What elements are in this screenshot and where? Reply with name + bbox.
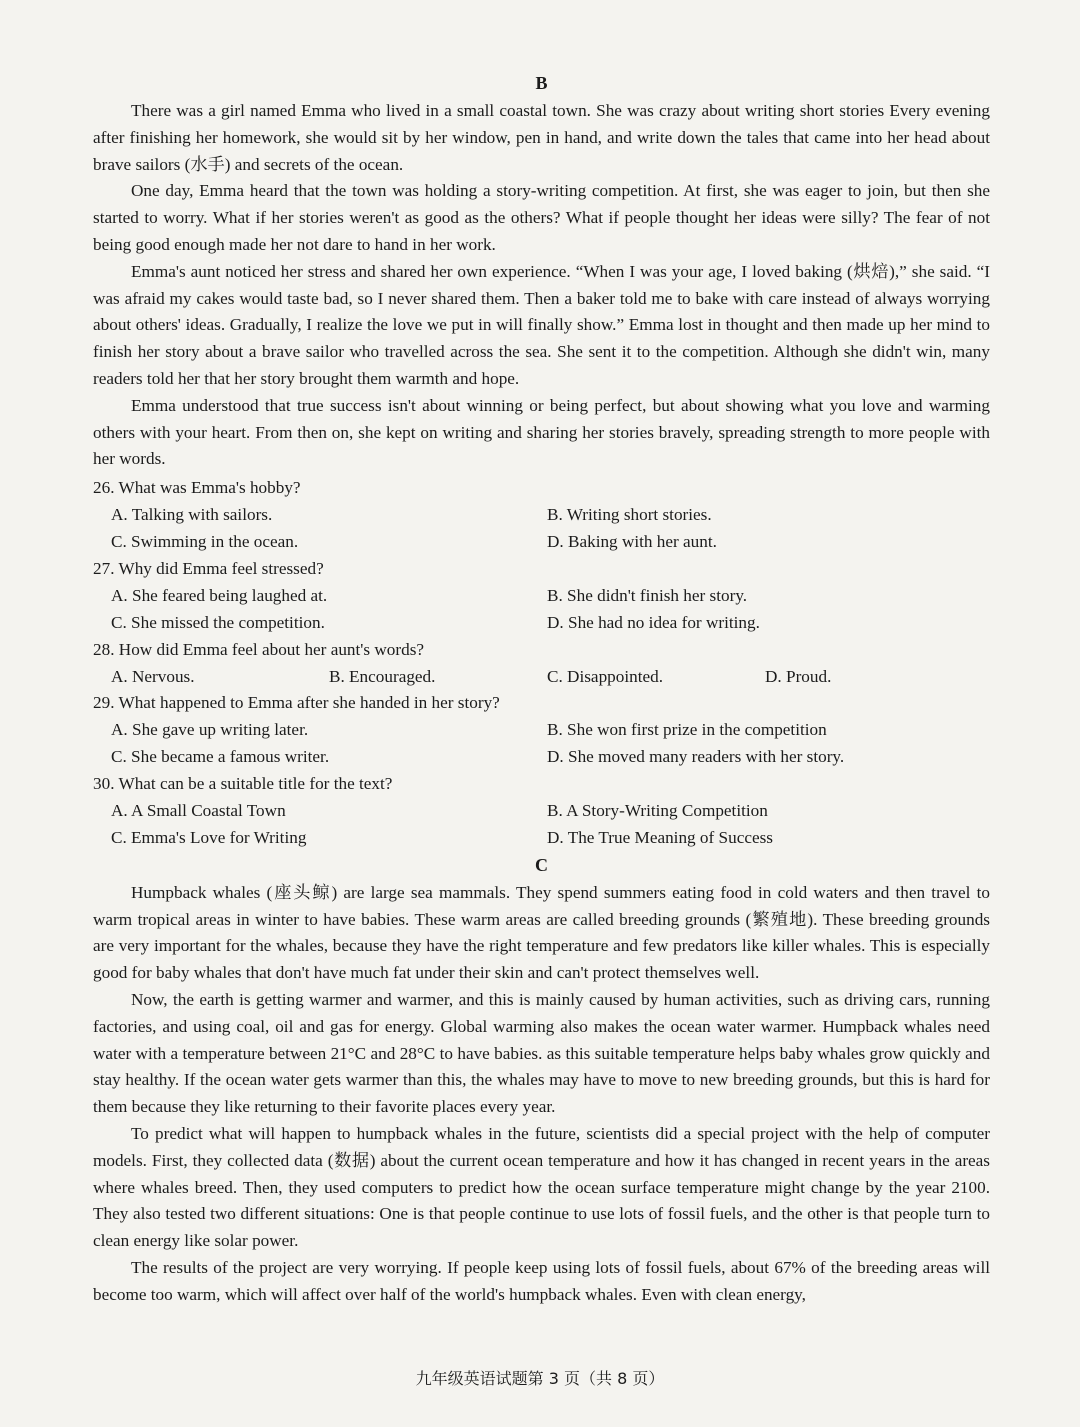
- passage-c-paragraph-4: The results of the project are very worrying. If people keep using lots of fossil fuels, about 67% of the breeding areas will become too warm, which will affect over half of the world's humpback whales. Even with clean energy,: [93, 1258, 990, 1304]
- option-c: C. Swimming in the ocean.: [111, 531, 299, 551]
- passage-c: [93, 880, 990, 1309]
- passage-b-paragraph-4: Emma understood that true success isn't about winning or being perfect, but about showing what you love and warming others with your heart. From then on, she kept on writing and sharing her stories bravely, spreading strength to more people with her words.: [93, 395, 990, 469]
- option-a: A. She feared being laughed at.: [111, 585, 328, 605]
- question-stem: 28. How did Emma feel about her aunt's words?: [93, 639, 425, 659]
- option-a: A. She gave up writing later.: [111, 720, 309, 740]
- option-d: D. Proud.: [765, 666, 832, 686]
- option-c: C. Disappointed.: [547, 666, 664, 686]
- option-group: [93, 717, 990, 771]
- question-27: [93, 556, 990, 637]
- option-d: D. Baking with her aunt.: [547, 531, 717, 551]
- section-c-title: C: [535, 854, 548, 875]
- passage-b-paragraph-1: There was a girl named Emma who lived in a small coastal town. She was crazy about writing short stories Every evening after finishing her homework, she would sit by her window, pen in hand, and write down the tales that came into her head about brave sailors (水手) and secrets of the ocean.: [93, 101, 990, 174]
- option-b: B. She didn't finish her story.: [547, 585, 748, 605]
- passage-c-paragraph-2: Now, the earth is getting warmer and warmer, and this is mainly caused by human activities, such as driving cars, running factories, and using coal, oil and gas for energy. Global warming also makes the ocean water warmer. Humpback whales need water with a temperature between 21°C and 28°C to have babies. as this suitable temperature helps baby whales grow quickly and stay healthy. If the ocean water gets warmer than this, the whales may have to move to new breeding grounds, but this is hard for them because they like returning to their favorite places every year.: [93, 990, 990, 1117]
- option-a: A. Nervous.: [111, 666, 195, 686]
- passage-b-paragraph-2: One day, Emma heard that the town was holding a story-writing competition. At first, she was eager to join, but then she started to worry. What if her stories weren't as good as the others? What if people thought her ideas were silly? The fear of not being good enough made her not dare to hand in her work.: [93, 181, 990, 254]
- option-d: D. She had no idea for writing.: [547, 612, 760, 632]
- option-a: A. A Small Coastal Town: [111, 801, 286, 821]
- option-c: C. She became a famous writer.: [111, 747, 330, 767]
- question-stem: 29. What happened to Emma after she handed in her story?: [93, 693, 500, 713]
- question-stem: 30. What can be a suitable title for the text?: [93, 774, 393, 794]
- section-b-title: B: [535, 73, 548, 93]
- option-d: D. The True Meaning of Success: [547, 827, 773, 847]
- passage-b-paragraph-3: Emma's aunt noticed her stress and shared her own experience. “When I was your age, I loved baking (烘焙),” she said. “I was afraid my cakes would taste bad, so I never shared them. Then a baker told me to bake with care instead of always worrying about others' ideas. Gradually, I realize the love we put in will finally show.” Emma lost in thought and then made up her mind to finish her story about a brave sailor who travelled across the sea. She sent it to the competition. Although she didn't win, many readers told her that her story brought them warmth and hope.: [93, 261, 990, 388]
- page-footer: 九年级英语试题第 3 页（共 8 页）: [415, 1369, 665, 1388]
- question-list: [93, 475, 990, 852]
- option-b: B. A Story-Writing Competition: [547, 801, 768, 821]
- option-a: A. Talking with sailors.: [111, 505, 273, 525]
- option-b: B. She won first prize in the competition: [547, 720, 827, 740]
- option-d: D. She moved many readers with her story.: [547, 747, 845, 767]
- option-c: C. She missed the competition.: [111, 612, 325, 632]
- question-29: [93, 690, 990, 771]
- option-c: C. Emma's Love for Writing: [111, 827, 307, 847]
- option-group: [93, 502, 990, 556]
- passage-c-paragraph-3: To predict what will happen to humpback whales in the future, scientists did a special project with the help of computer models. First, they collected data (数据) about the current ocean temperature and how it has changed in recent years in the areas where whales breed. Then, they used computers to predict how the ocean surface temperature might change by the year 2100. They also tested two different situations: One is that people continue to use lots of fossil fuels, and the other is that people turn to clean energy like solar power.: [93, 1124, 990, 1251]
- option-group: [93, 583, 990, 637]
- question-26: [93, 475, 990, 556]
- question-stem: 26. What was Emma's hobby?: [93, 478, 301, 498]
- option-group: [93, 664, 990, 691]
- question-stem: 27. Why did Emma feel stressed?: [93, 558, 324, 578]
- option-b: B. Encouraged.: [329, 666, 436, 686]
- question-30: [93, 771, 990, 852]
- passage-c-paragraph-1: Humpback whales (座头鲸) are large sea mammals. They spend summers eating food in cold waters and then travel to warm tropical areas in winter to have babies. These warm areas are called breeding grounds (繁殖地). These breeding grounds are very important for the whales, because they have the right temperature and few predators like killer whales. This is especially good for baby whales that don't have much fat under their skin and can't protect themselves well.: [93, 882, 990, 983]
- option-b: B. Writing short stories.: [547, 505, 712, 525]
- passage-b: [93, 98, 990, 473]
- option-group: [93, 798, 990, 852]
- question-28: [93, 637, 990, 691]
